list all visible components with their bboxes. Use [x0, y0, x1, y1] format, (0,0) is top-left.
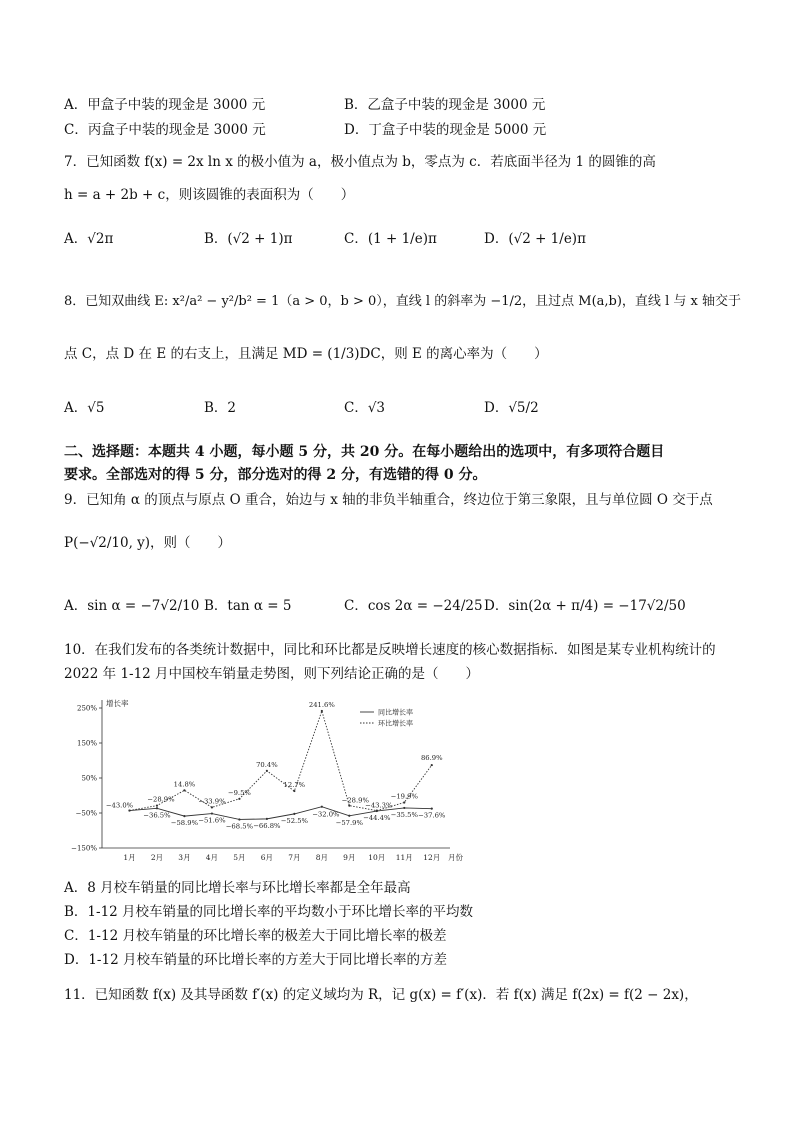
- sales-growth-chart: [60, 690, 463, 865]
- series-point: [321, 710, 323, 712]
- q8-option-d: D．√5/2: [484, 400, 539, 416]
- section-2-heading-line1: 二、选择题：本题共 4 小题，每小题 5 分，共 20 分。在每小题给出的选项中，有多项符合题目: [64, 444, 665, 460]
- series-point: [183, 815, 185, 817]
- q9-stem-line1: 9．已知角 α 的顶点与原点 O 重合，始边与 x 轴的非负半轴重合，终边位于第三象限，且与单位圆 O 交于点: [64, 492, 713, 508]
- q8-stem-line1: 8．已知双曲线 E: x²/a² − y²/b² = 1（a > 0，b > 0），直线 l 的斜率为 −1/2，且过点 M(a,b)，直线 l 与 x 轴交于: [64, 294, 741, 309]
- series-point: [348, 815, 350, 817]
- x-tick-label: 4月: [205, 853, 219, 862]
- series-point: [183, 789, 185, 791]
- y-tick-label: −150%: [71, 844, 97, 853]
- x-tick-label: 2月: [150, 853, 164, 862]
- q8-option-c: C．√3: [344, 400, 386, 416]
- y-tick-label: 250%: [76, 704, 97, 713]
- data-label-yoy: −32.0%: [312, 810, 340, 819]
- q10-option-d: D．1-12 月校车销量的环比增长率的方差大于同比增长率的方差: [64, 952, 447, 968]
- x-tick-label: 12月: [423, 853, 441, 862]
- legend-label-mom: 环比增长率: [378, 719, 413, 728]
- q7-option-a: A．√2π: [64, 231, 114, 247]
- series-point: [403, 807, 405, 809]
- data-label-mom: 70.4%: [256, 760, 278, 769]
- series-point: [403, 801, 405, 803]
- x-tick-label: 10月: [368, 853, 386, 862]
- q10-option-a: A．8 月校车销量的同比增长率与环比增长率都是全年最高: [64, 880, 411, 896]
- data-label-yoy: −52.5%: [280, 816, 309, 825]
- data-label-mom: −43.3%: [365, 801, 393, 810]
- q10-stem-line2: 2022 年 1-12 月中国校车销量走势图，则下列结论正确的是（ ）: [64, 666, 480, 682]
- q7-option-d: D．(√2 + 1/e)π: [484, 231, 586, 247]
- series-point: [211, 812, 213, 814]
- data-label-yoy: −58.9%: [170, 819, 199, 828]
- q9-option-d: D．sin(2α + π/4) = −17√2/50: [484, 598, 686, 614]
- q6-option-d: D．丁盒子中装的现金是 5000 元: [344, 122, 547, 138]
- data-label-mom: 14.8%: [173, 780, 196, 789]
- section-2-heading-line2: 要求。全部选对的得 5 分，部分选对的得 2 分，有选错的得 0 分。: [64, 467, 487, 483]
- legend-label-yoy: 同比增长率: [378, 708, 413, 717]
- q8-stem-line2: 点 C，点 D 在 E 的右支上，且满足 MD = (1/3)DC，则 E 的离心率为（ ）: [64, 346, 548, 362]
- data-label-mom: 86.9%: [420, 754, 443, 763]
- data-label-yoy: −37.6%: [418, 811, 446, 820]
- data-label-mom: −9.5%: [227, 788, 251, 797]
- q7-option-b: B．(√2 + 1)π: [204, 231, 293, 247]
- q7-option-c: C．(1 + 1/e)π: [344, 231, 437, 247]
- q9-option-c: C．cos 2α = −24/25: [344, 598, 483, 614]
- series-point: [238, 798, 240, 800]
- data-label-mom: −33.9%: [198, 797, 226, 806]
- x-tick-label: 5月: [233, 853, 246, 862]
- data-label-yoy: −51.6%: [198, 816, 226, 825]
- q7-stem-line2: h = a + 2b + c，则该圆锥的表面积为（ ）: [64, 187, 355, 203]
- q6-option-a: A．甲盒子中装的现金是 3000 元: [64, 97, 266, 113]
- series-point: [348, 805, 350, 807]
- series-point: [156, 807, 158, 809]
- series-point: [266, 770, 268, 772]
- x-tick-label: 9月: [343, 853, 356, 862]
- series-point: [431, 808, 433, 810]
- series-point: [156, 805, 158, 807]
- series-point: [431, 764, 433, 766]
- y-tick-label: 50%: [81, 774, 97, 783]
- q10-option-b: B．1-12 月校车销量的同比增长率的平均数小于环比增长率的平均数: [64, 904, 474, 920]
- series-point: [238, 818, 240, 820]
- data-label-mom: 12.7%: [283, 781, 306, 790]
- data-label-mom: −19.9%: [390, 792, 418, 801]
- series-point: [128, 809, 130, 811]
- data-label-yoy: −44.4%: [363, 814, 391, 823]
- data-label-yoy: −43.0%: [105, 801, 134, 810]
- series-point: [293, 790, 295, 792]
- data-label-mom: 241.6%: [308, 700, 335, 709]
- x-tick-label: 6月: [260, 853, 274, 862]
- x-tick-label: 11月: [395, 853, 413, 862]
- data-label-mom: −28.9%: [341, 796, 369, 805]
- q7-stem-line1: 7．已知函数 f(x) = 2x ln x 的极小值为 a，极小值点为 b，零点为 c．若底面半径为 1 的圆锥的高: [64, 154, 656, 170]
- data-label-yoy: −57.9%: [335, 818, 363, 827]
- q10-option-c: C．1-12 月校车销量的环比增长率的极差大于同比增长率的极差: [64, 928, 447, 944]
- q9-stem-line2: P(−√2/10, y)，则（ ）: [64, 535, 232, 551]
- q10-stem-line1: 10．在我们发布的各类统计数据中，同比和环比都是反映增长速度的核心数据指标．如图是某专业机构统计的: [64, 642, 716, 658]
- q6-option-b: B．乙盒子中装的现金是 3000 元: [344, 97, 546, 113]
- data-label-mom: −28.9%: [147, 795, 175, 804]
- data-label-yoy: −66.8%: [253, 821, 281, 830]
- q8-option-a: A．√5: [64, 400, 105, 416]
- q11-stem-line1: 11．已知函数 f(x) 及其导函数 f′(x) 的定义域均为 R，记 g(x) = f′(x)．若 f(x) 满足 f(2x) = f(2 − 2x)，: [64, 987, 698, 1003]
- y-axis-label: 增长率: [106, 699, 129, 708]
- q8-option-b: B．2: [204, 400, 237, 416]
- series-point: [266, 818, 268, 820]
- x-axis-label: 月份: [448, 853, 463, 862]
- series-point: [293, 813, 295, 815]
- series-point: [211, 806, 213, 808]
- series-point: [376, 810, 378, 812]
- x-tick-label: 8月: [315, 853, 328, 862]
- x-tick-label: 1月: [123, 853, 136, 862]
- q9-option-b: B．tan α = 5: [204, 598, 292, 614]
- x-tick-label: 7月: [288, 853, 301, 862]
- q9-option-a: A．sin α = −7√2/10: [64, 598, 200, 614]
- data-label-yoy: −68.5%: [225, 822, 254, 831]
- y-tick-label: 150%: [76, 739, 97, 748]
- y-tick-label: −50%: [75, 809, 97, 818]
- x-tick-label: 3月: [178, 853, 191, 862]
- data-label-yoy: −35.5%: [390, 810, 418, 819]
- q6-option-c: C．丙盒子中装的现金是 3000 元: [64, 122, 266, 138]
- data-label-yoy: −36.5%: [143, 811, 171, 820]
- series-point: [321, 806, 323, 808]
